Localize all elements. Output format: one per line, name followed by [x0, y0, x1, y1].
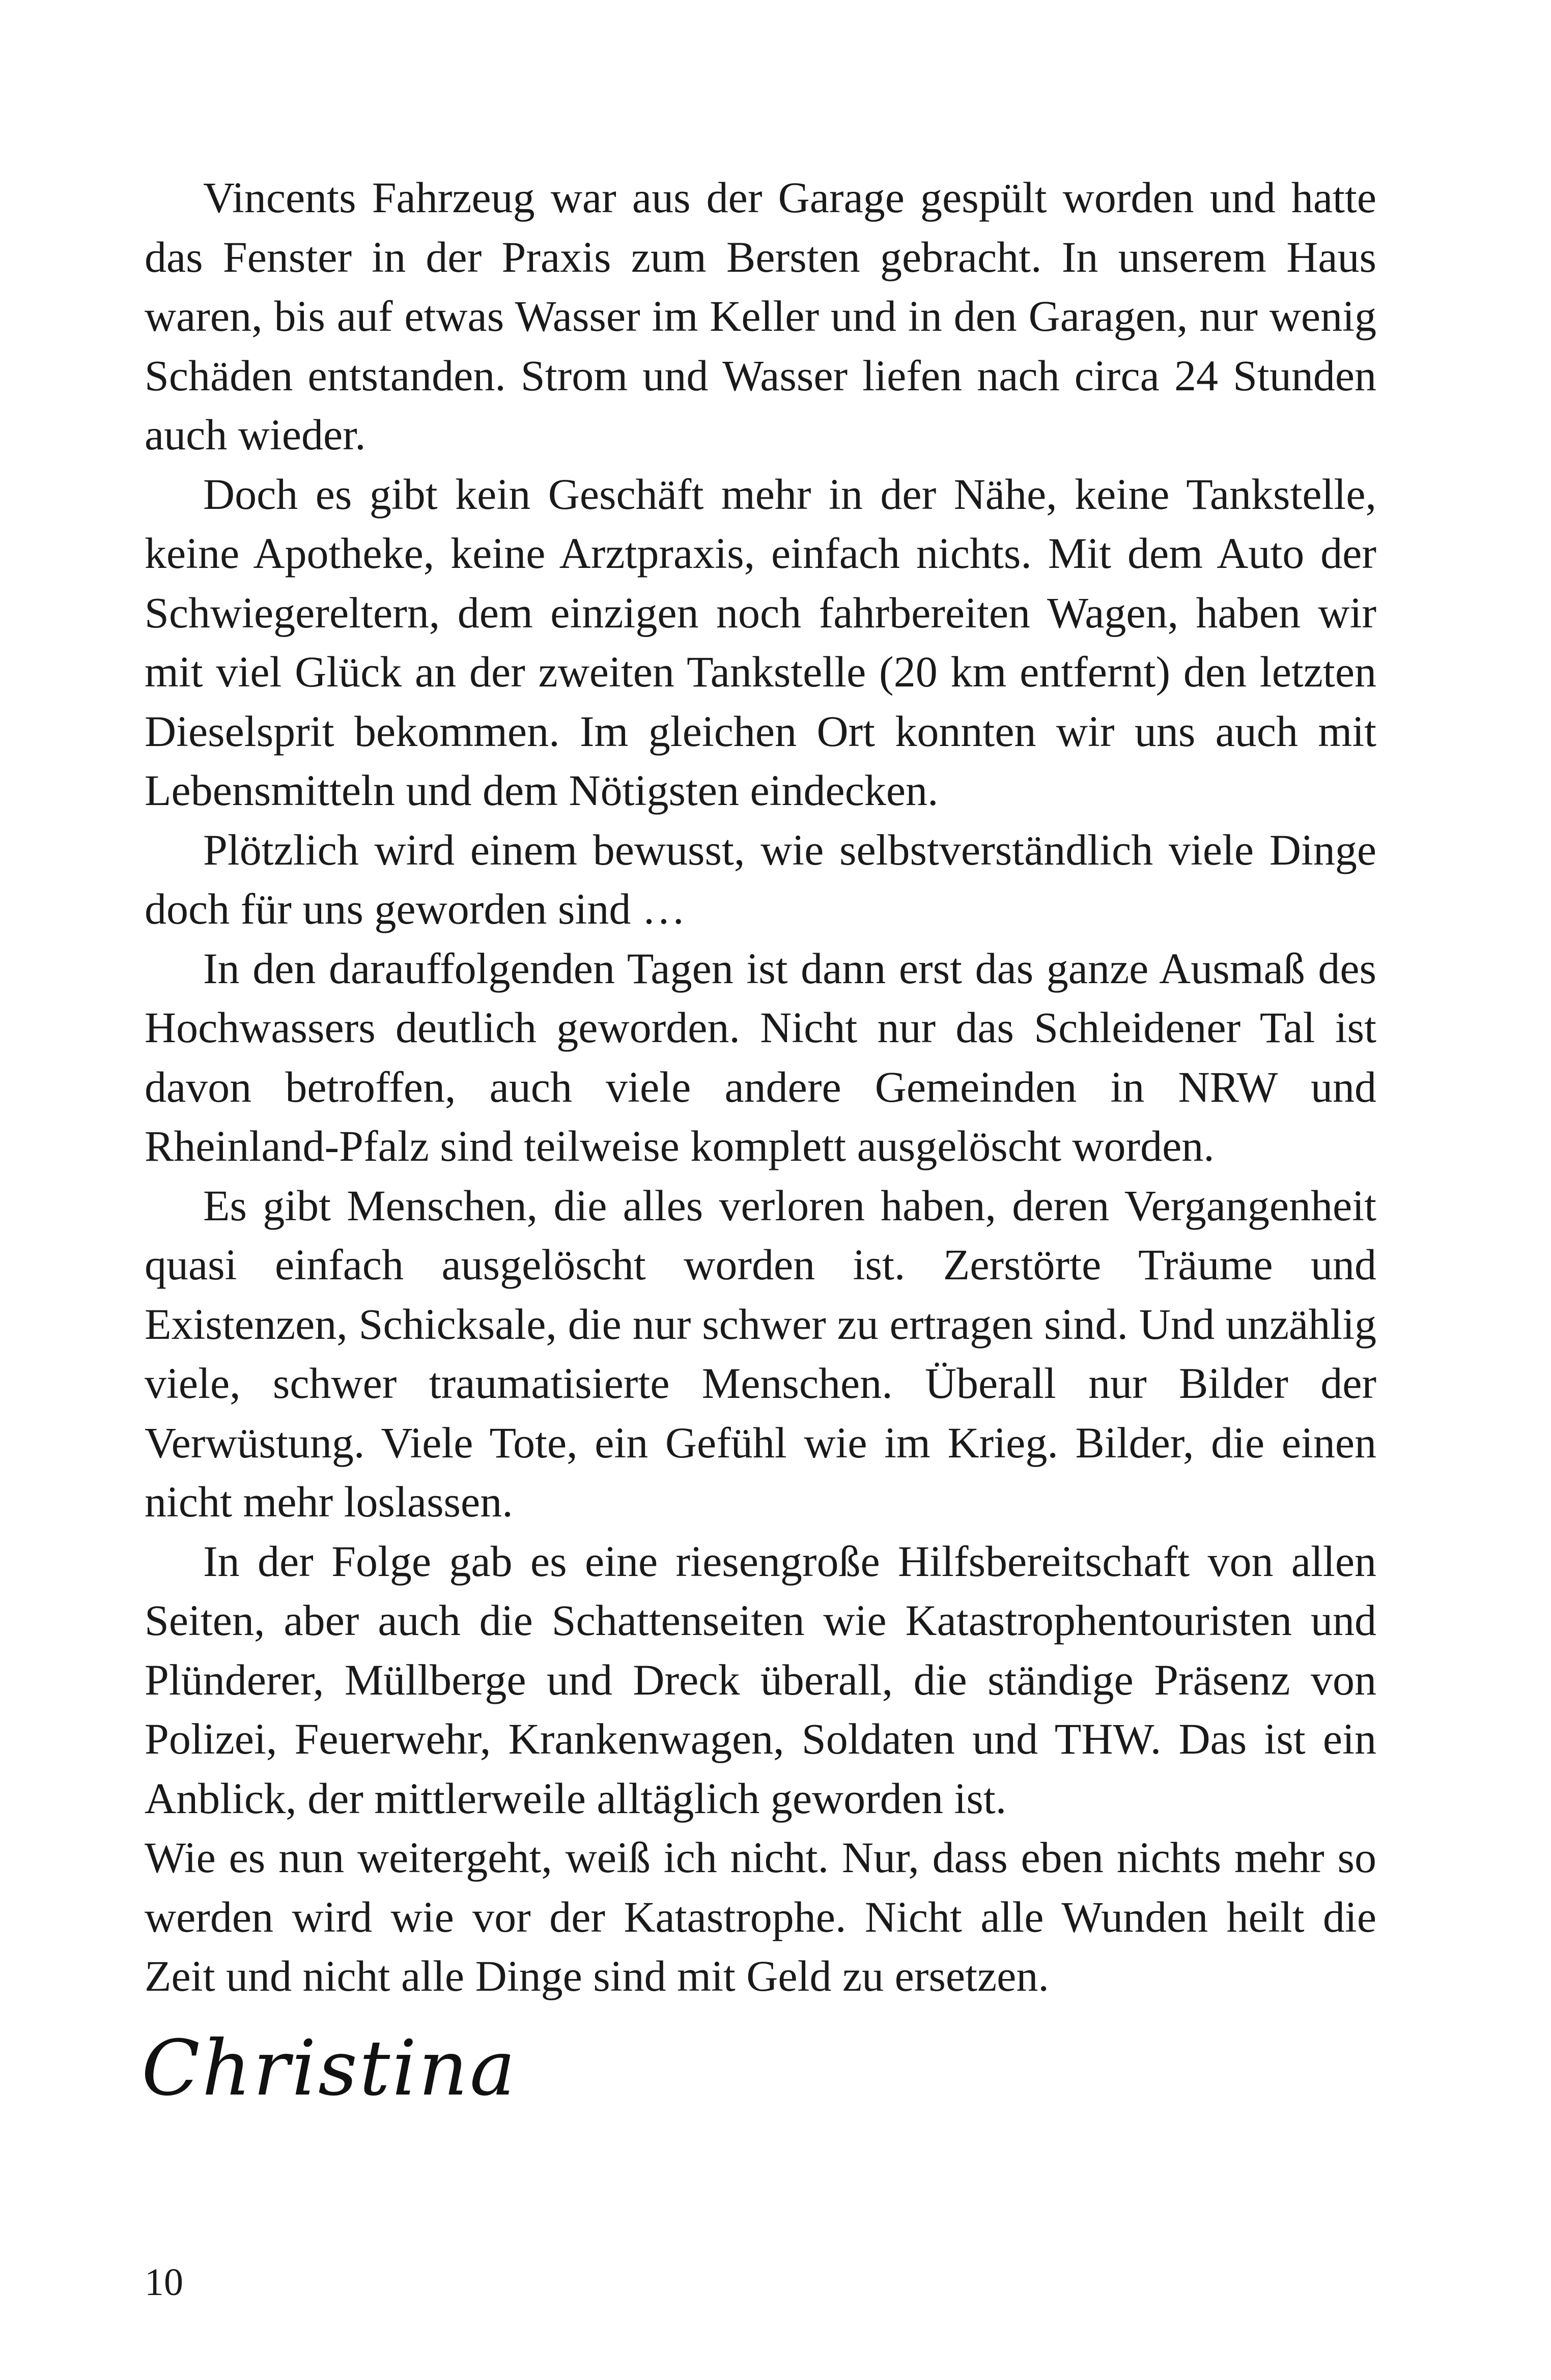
paragraph: Es gibt Menschen, die alles verloren haben, deren Vergangenheit quasi einfach ausgelöscht worden ist. Zerstörte Träume und Existenzen, Schicksale, die nur schwer zu ertragen sind. Und unzählig viele, schwer traumatisierte Menschen. Überall nur Bilder der Verwüstung. Viele Tote, ein Gefühl wie im Krieg. Bilder, die einen nicht mehr loslassen.	[145, 1181, 1376, 1526]
paragraph: In der Folge gab es eine riesengroße Hilfsbereitschaft von allen Seiten, aber auch die Schattenseiten wie Katastrophentouristen und Plünderer, Müllberge und Dreck überall, die ständige Präsenz von Polizei, Feuerwehr, Krankenwagen, Soldaten und THW. Das ist ein Anblick, der mittlerweile alltäglich geworden ist.	[145, 1536, 1376, 1823]
paragraph: Doch es gibt kein Geschäft mehr in der Nähe, keine Tankstelle, keine Apotheke, keine Arztpraxis, einfach nichts. Mit dem Auto der Schwiegereltern, dem einzigen noch fahrbereiten Wagen, haben wir mit viel Glück an der zweiten Tankstelle (20 km entfernt) den letzten Dieselsprit bekommen. Im gleichen Ort konnten wir uns auch mit Lebensmitteln und dem Nötigsten eindecken.	[145, 469, 1376, 815]
handwritten-signature: Christina	[142, 2024, 518, 2113]
paragraph: Vincents Fahrzeug war aus der Garage gespült worden und hatte das Fenster in der Praxis zum Bersten gebracht. In unserem Haus waren, bis auf etwas Wasser im Keller und in den Garagen, nur wenig Schäden entstanden. Strom und Wasser liefen nach circa 24 Stunden auch wieder.	[145, 173, 1376, 459]
paragraph: Plötzlich wird einem bewusst, wie selbstverständlich viele Dinge doch für uns geworden sind …	[145, 825, 1376, 933]
paragraph: In den darauffolgenden Tagen ist dann erst das ganze Ausmaß des Hochwassers deutlich geworden. Nicht nur das Schleidener Tal ist davon betroffen, auch viele andere Gemeinden in NRW und Rheinland-Pfalz sind teilweise komplett ausgelöscht worden.	[145, 943, 1376, 1170]
body-text	[145, 168, 1376, 2006]
paragraph: Wie es nun weitergeht, weiß ich nicht. Nur, dass eben nichts mehr so werden wird wie vor der Katastrophe. Nicht alle Wunden heilt die Zeit und nicht alle Dinge sind mit Geld zu ersetzen.	[145, 1833, 1376, 2000]
page-number: 10	[145, 2261, 183, 2304]
